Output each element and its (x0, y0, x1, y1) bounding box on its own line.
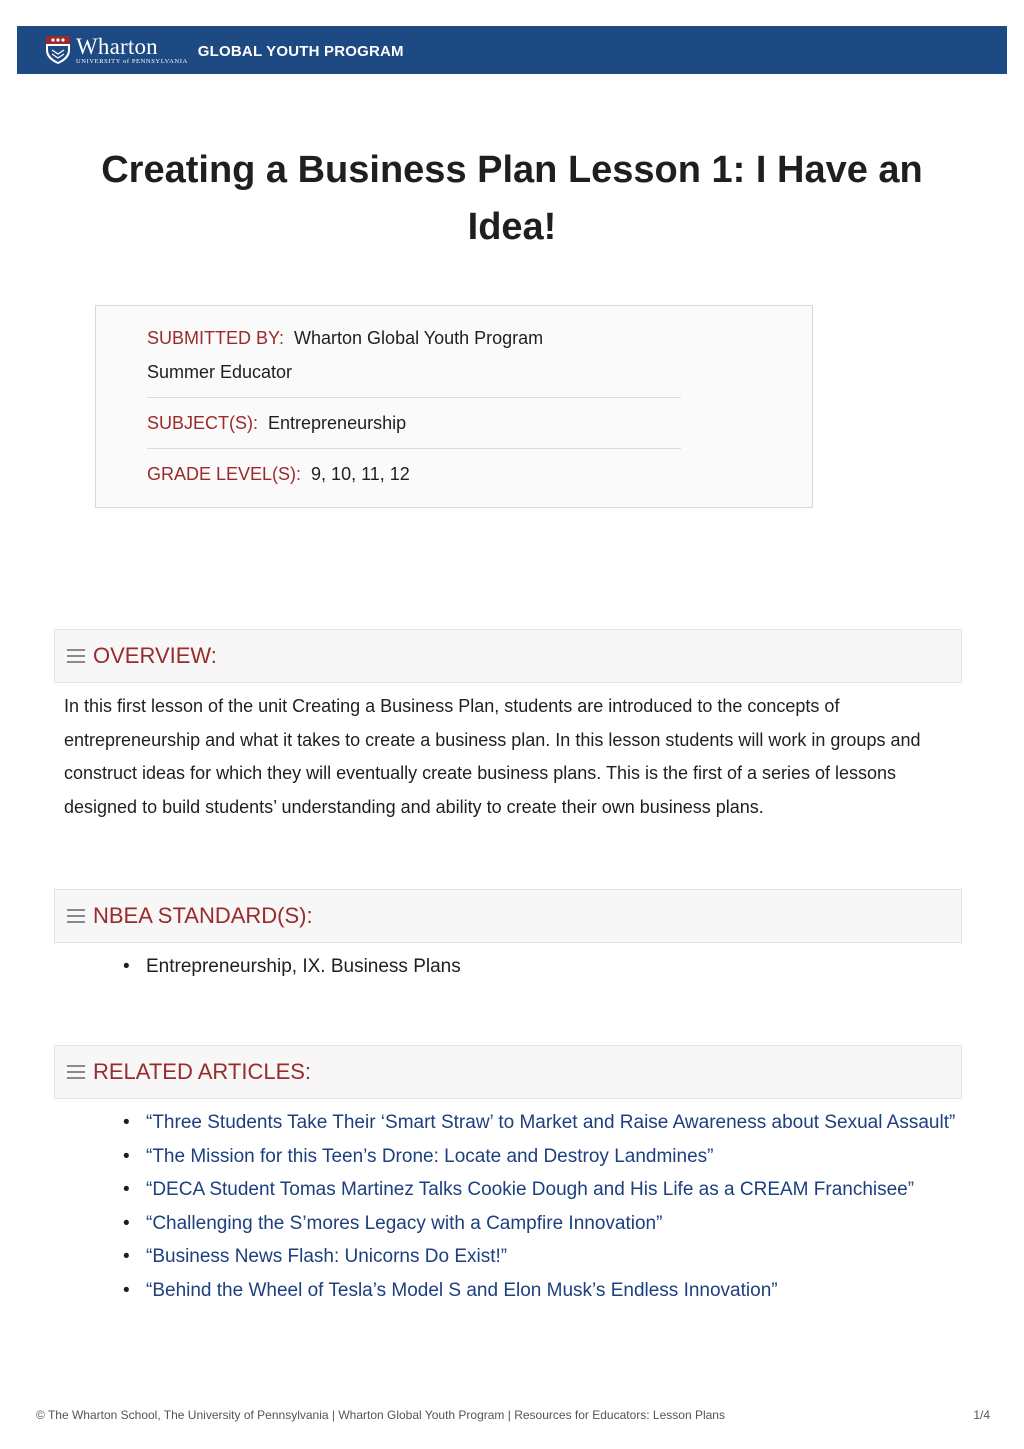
header-bar (17, 26, 1007, 74)
page-footer (36, 1408, 990, 1422)
wharton-logo[interactable] (45, 35, 188, 66)
list-item (118, 1240, 968, 1274)
submitted-by-value: Wharton Global Youth Program (294, 328, 544, 348)
submitted-by-label: SUBMITTED BY: (147, 328, 285, 348)
standards-header[interactable] (54, 889, 962, 943)
standards-list (118, 950, 968, 984)
related-header[interactable] (54, 1045, 962, 1099)
related-article-link[interactable]: “Business News Flash: Unicorns Do Exist!” (146, 1246, 508, 1268)
list-item: • Entrepreneurship, IX. Business Plans (118, 950, 968, 984)
overview-heading: OVERVIEW: (93, 643, 217, 668)
related-article-link[interactable]: “The Mission for this Teen’s Drone: Locate and Destroy Landmines” (146, 1145, 714, 1167)
subjects-label: SUBJECT(S): (147, 413, 259, 433)
related-article-link[interactable]: “DECA Student Tomas Martinez Talks Cookie Dough and His Life as a CREAM Franchisee” (146, 1179, 915, 1201)
list-item (118, 1106, 968, 1140)
logo-subtext: UNIVERSITY of PENNSYLVANIA (76, 57, 188, 65)
subjects-value: Entrepreneurship (268, 413, 407, 433)
related-heading: RELATED ARTICLES: (93, 1059, 312, 1084)
logo-wordmark: Wharton (76, 33, 158, 59)
divider (147, 397, 681, 398)
related-article-link[interactable]: “Behind the Wheel of Tesla’s Model S and Elon Musk’s Endless Innovation” (146, 1279, 778, 1301)
overview-text: In this first lesson of the unit Creating a Business Plan, students are introduced to the concepts of entrepreneurship and what it takes to create a business plan. In this lesson students will work in groups and construct ideas for which they will eventually create business plans. This is the first of a series of lessons designed to build students’ understanding and ability to create their own business plans. (64, 696, 921, 817)
list-item (118, 1207, 968, 1241)
page-title: Creating a Business Plan Lesson 1: I Have an Idea! (101, 149, 923, 248)
program-name: GLOBAL YOUTH PROGRAM (197, 42, 404, 60)
menu-lines-icon (67, 1065, 85, 1079)
grade-row (147, 464, 681, 485)
lesson-meta-box (95, 305, 813, 508)
related-articles-list (118, 1106, 968, 1308)
menu-lines-icon (67, 649, 85, 663)
footer-text: © The Wharton School, The University of Pennsylvania | Wharton Global Youth Program | Resources for Educators: Lesson Plans (36, 1408, 725, 1422)
grade-label: GRADE LEVEL(S): (147, 464, 302, 484)
list-item (118, 1173, 968, 1207)
menu-lines-icon (67, 909, 85, 923)
related-article-link[interactable]: “Three Students Take Their ‘Smart Straw’ to Market and Raise Awareness about Sexual Assault” (146, 1112, 956, 1133)
submitted-by-role-text: Summer Educator (147, 362, 293, 382)
subjects-row (147, 413, 681, 434)
list-item (118, 1274, 968, 1308)
list-item (118, 1140, 968, 1174)
related-article-link[interactable]: “Challenging the S’mores Legacy with a Campfire Innovation” (146, 1212, 663, 1234)
submitted-by-role (147, 362, 681, 383)
penn-shield-icon (45, 35, 71, 65)
standards-heading: NBEA STANDARD(S): (93, 903, 313, 928)
overview-header[interactable] (54, 629, 962, 683)
page-number: 1/4 (973, 1408, 990, 1422)
grade-value: 9, 10, 11, 12 (311, 464, 410, 484)
divider (147, 448, 681, 449)
submitted-by-row (147, 328, 681, 349)
